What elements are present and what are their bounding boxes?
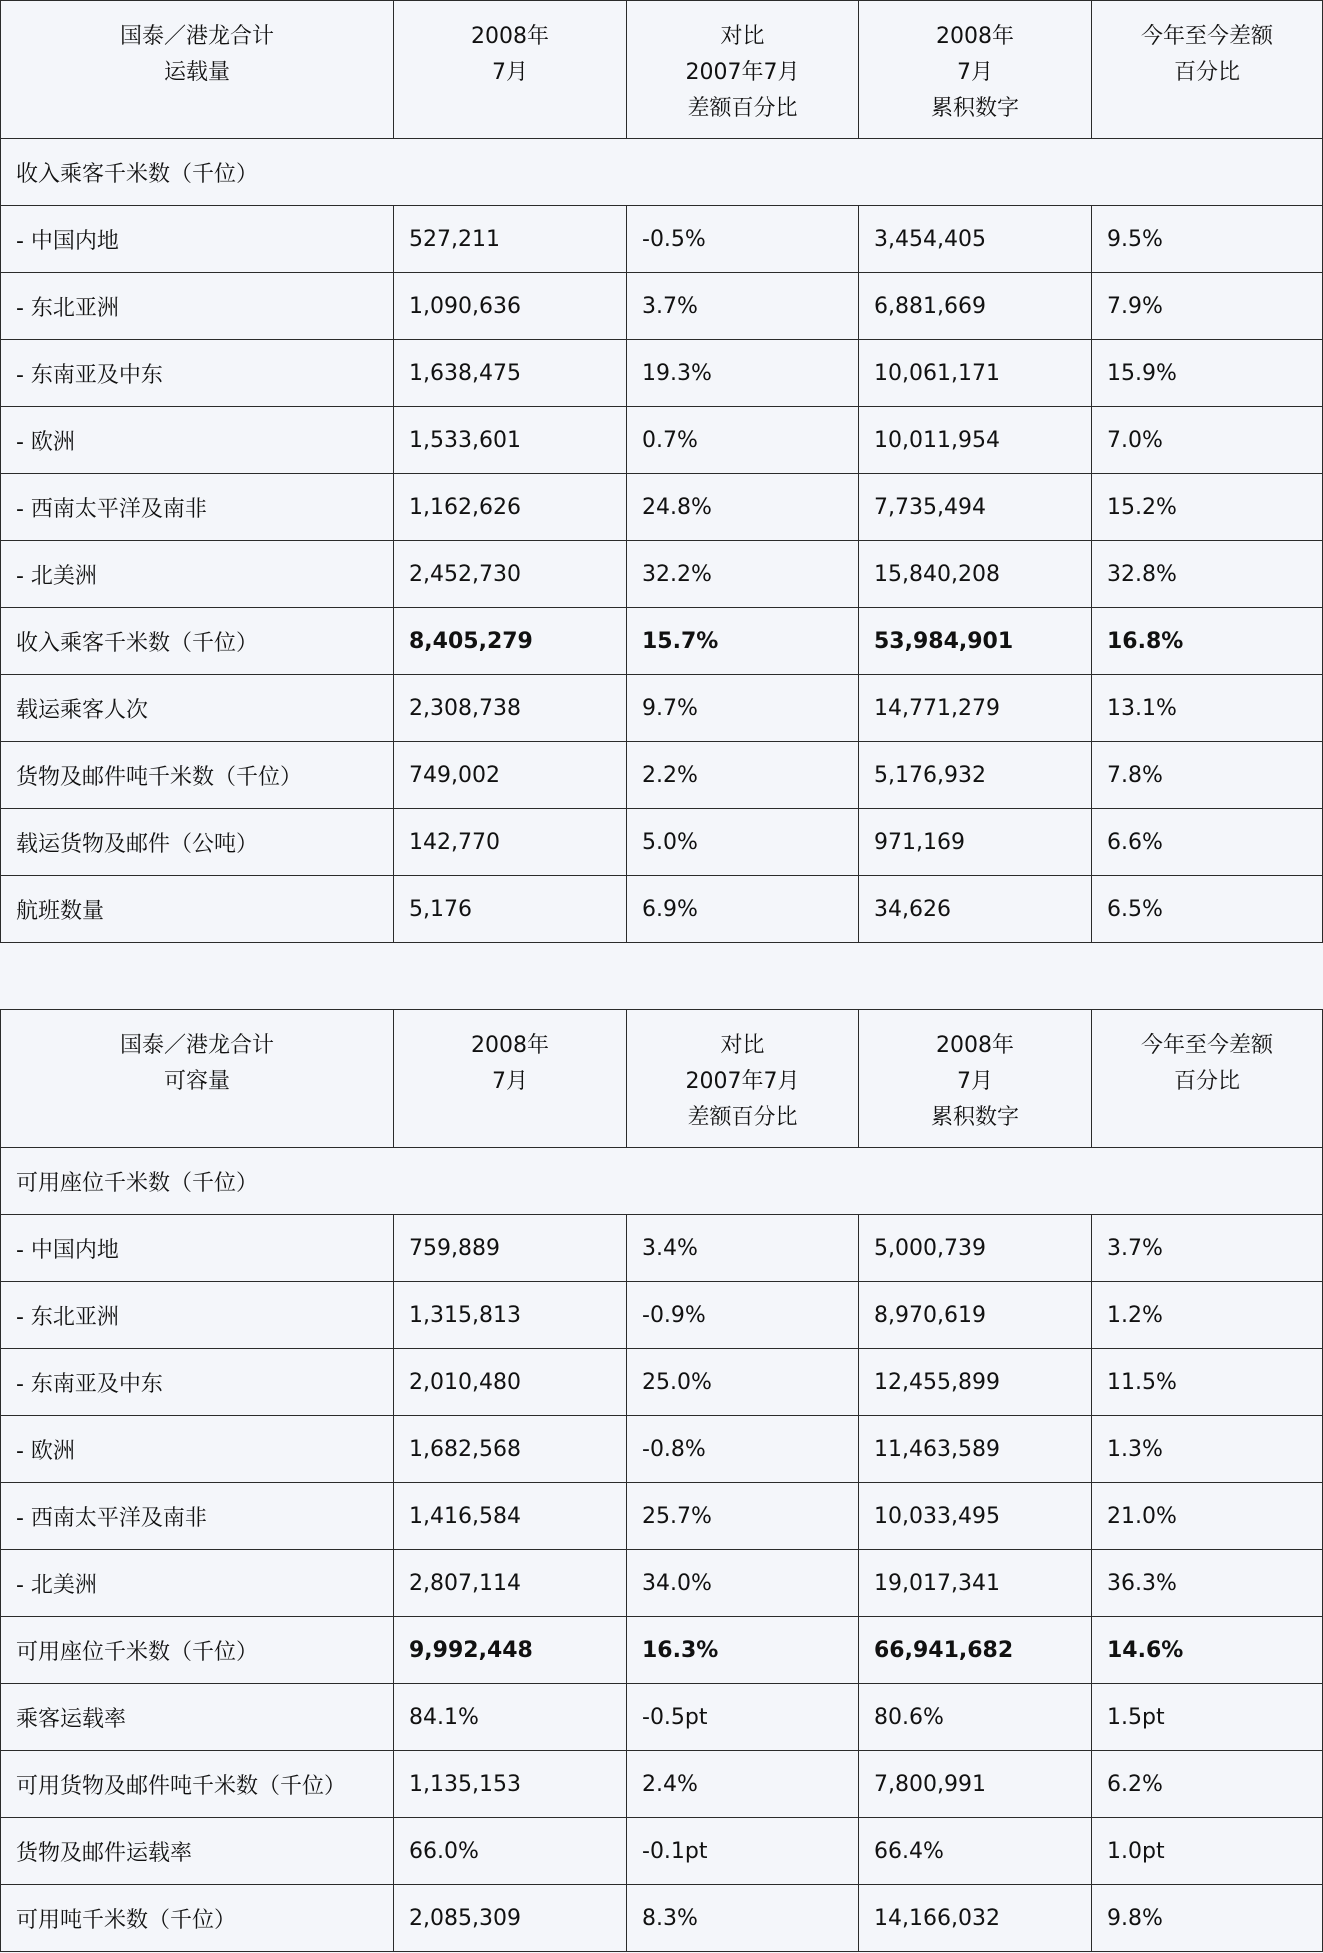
header-cell [627, 1, 859, 139]
value-cell: 1,533,601 [394, 407, 627, 474]
value-cell: 1.5pt [1092, 1684, 1323, 1751]
row-label: 货物及邮件吨千米数（千位） [1, 742, 394, 809]
header-row [1, 1, 1323, 139]
header-cell [1092, 1, 1323, 139]
value-cell: 10,011,954 [859, 407, 1092, 474]
value-cell: 3.7% [627, 273, 859, 340]
header-cell [1, 1010, 394, 1148]
value-cell: 84.1% [394, 1684, 627, 1751]
header-line: 2008年 [936, 1033, 1014, 1058]
value-cell: 1,162,626 [394, 474, 627, 541]
value-cell: 25.0% [627, 1349, 859, 1416]
value-cell: 66.0% [394, 1818, 627, 1885]
value-cell: 66.4% [859, 1818, 1092, 1885]
section-row [1, 139, 1323, 206]
value-cell: 6.2% [1092, 1751, 1323, 1818]
table-row [1, 206, 1323, 273]
header-line: 可容量 [163, 1069, 230, 1094]
value-cell: 7,735,494 [859, 474, 1092, 541]
header-line: 7月 [492, 60, 528, 85]
value-cell: -0.8% [627, 1416, 859, 1483]
header-line: 运载量 [163, 60, 230, 85]
table-row [1, 1550, 1323, 1617]
table-row [1, 407, 1323, 474]
value-cell: 15.7% [627, 608, 859, 675]
value-cell: 19,017,341 [859, 1550, 1092, 1617]
value-cell: -0.9% [627, 1282, 859, 1349]
value-cell: 9.8% [1092, 1885, 1323, 1952]
value-cell: 2.4% [627, 1751, 859, 1818]
value-cell: 1,090,636 [394, 273, 627, 340]
value-cell: 1,416,584 [394, 1483, 627, 1550]
value-cell: 14,771,279 [859, 675, 1092, 742]
value-cell: 11.5% [1092, 1349, 1323, 1416]
header-line: 对比 [720, 24, 765, 49]
header-cell [859, 1010, 1092, 1148]
row-label: 航班数量 [1, 876, 394, 943]
value-cell: 5,176 [394, 876, 627, 943]
value-cell: 2.2% [627, 742, 859, 809]
header-line: 2007年7月 [685, 60, 800, 85]
section-title: 可用座位千米数（千位） [1, 1148, 1323, 1215]
row-label: - 西南太平洋及南非 [1, 474, 394, 541]
value-cell: 2,010,480 [394, 1349, 627, 1416]
header-line: 7月 [957, 60, 993, 85]
row-label: - 中国内地 [1, 1215, 394, 1282]
value-cell: 3.7% [1092, 1215, 1323, 1282]
value-cell: 3.4% [627, 1215, 859, 1282]
value-cell: 1.3% [1092, 1416, 1323, 1483]
table-row [1, 1885, 1323, 1952]
value-cell: 14,166,032 [859, 1885, 1092, 1952]
value-cell: 16.8% [1092, 608, 1323, 675]
table-row [1, 474, 1323, 541]
value-cell: 1.0pt [1092, 1818, 1323, 1885]
header-line: 国泰／港龙合计 [119, 24, 274, 49]
value-cell: 2,452,730 [394, 541, 627, 608]
row-label: - 东北亚洲 [1, 1282, 394, 1349]
value-cell: 32.8% [1092, 541, 1323, 608]
value-cell: 0.7% [627, 407, 859, 474]
row-label: 载运货物及邮件（公吨） [1, 809, 394, 876]
table-row [1, 809, 1323, 876]
header-line: 今年至今差额 [1140, 24, 1273, 49]
value-cell: 34.0% [627, 1550, 859, 1617]
value-cell: 2,807,114 [394, 1550, 627, 1617]
value-cell: 527,211 [394, 206, 627, 273]
header-cell [394, 1, 627, 139]
header-line: 对比 [720, 1033, 765, 1058]
value-cell: 2,308,738 [394, 675, 627, 742]
value-cell: 759,889 [394, 1215, 627, 1282]
value-cell: 3,454,405 [859, 206, 1092, 273]
value-cell: 53,984,901 [859, 608, 1092, 675]
row-label: 乘客运载率 [1, 1684, 394, 1751]
value-cell: 1,682,568 [394, 1416, 627, 1483]
header-line: 今年至今差额 [1140, 1033, 1273, 1058]
value-cell: 5.0% [627, 809, 859, 876]
table-row [1, 876, 1323, 943]
total-row [1, 608, 1323, 675]
value-cell: 21.0% [1092, 1483, 1323, 1550]
value-cell: 19.3% [627, 340, 859, 407]
header-cell [1, 1, 394, 139]
header-line: 差额百分比 [687, 96, 798, 121]
value-cell: 10,061,171 [859, 340, 1092, 407]
header-line: 2008年 [471, 1033, 549, 1058]
table-row [1, 1483, 1323, 1550]
table-row [1, 1282, 1323, 1349]
value-cell: 11,463,589 [859, 1416, 1092, 1483]
value-cell: -0.1pt [627, 1818, 859, 1885]
table-row [1, 1684, 1323, 1751]
header-cell [1092, 1010, 1323, 1148]
row-label: - 北美洲 [1, 1550, 394, 1617]
value-cell: -0.5% [627, 206, 859, 273]
value-cell: 10,033,495 [859, 1483, 1092, 1550]
value-cell: -0.5pt [627, 1684, 859, 1751]
value-cell: 6.9% [627, 876, 859, 943]
header-cell [394, 1010, 627, 1148]
value-cell: 8.3% [627, 1885, 859, 1952]
value-cell: 24.8% [627, 474, 859, 541]
value-cell: 6,881,669 [859, 273, 1092, 340]
total-row [1, 1617, 1323, 1684]
value-cell: 80.6% [859, 1684, 1092, 1751]
value-cell: 16.3% [627, 1617, 859, 1684]
table-row [1, 541, 1323, 608]
table-row [1, 273, 1323, 340]
traffic-table [0, 0, 1323, 943]
value-cell: 7.0% [1092, 407, 1323, 474]
value-cell: 1,315,813 [394, 1282, 627, 1349]
header-row [1, 1010, 1323, 1148]
row-label: - 欧洲 [1, 1416, 394, 1483]
value-cell: 13.1% [1092, 675, 1323, 742]
value-cell: 66,941,682 [859, 1617, 1092, 1684]
row-label: 可用吨千米数（千位） [1, 1885, 394, 1952]
header-line: 差额百分比 [687, 1105, 798, 1130]
value-cell: 749,002 [394, 742, 627, 809]
value-cell: 36.3% [1092, 1550, 1323, 1617]
value-cell: 142,770 [394, 809, 627, 876]
header-line: 累积数字 [930, 1105, 1019, 1130]
value-cell: 5,176,932 [859, 742, 1092, 809]
value-cell: 7.9% [1092, 273, 1323, 340]
header-line: 国泰／港龙合计 [119, 1033, 274, 1058]
value-cell: 2,085,309 [394, 1885, 627, 1952]
value-cell: 8,970,619 [859, 1282, 1092, 1349]
header-line: 2007年7月 [685, 1069, 800, 1094]
value-cell: 1,638,475 [394, 340, 627, 407]
value-cell: 1,135,153 [394, 1751, 627, 1818]
value-cell: 25.7% [627, 1483, 859, 1550]
section-row [1, 1148, 1323, 1215]
table-row [1, 742, 1323, 809]
table-row [1, 1751, 1323, 1818]
value-cell: 15.9% [1092, 340, 1323, 407]
value-cell: 6.6% [1092, 809, 1323, 876]
header-line: 累积数字 [930, 96, 1019, 121]
value-cell: 1.2% [1092, 1282, 1323, 1349]
value-cell: 8,405,279 [394, 608, 627, 675]
row-label: 收入乘客千米数（千位） [1, 608, 394, 675]
value-cell: 971,169 [859, 809, 1092, 876]
row-label: - 欧洲 [1, 407, 394, 474]
table-row [1, 675, 1323, 742]
row-label: 货物及邮件运载率 [1, 1818, 394, 1885]
table-row [1, 1818, 1323, 1885]
row-label: 载运乘客人次 [1, 675, 394, 742]
header-line: 7月 [957, 1069, 993, 1094]
row-label: - 东南亚及中东 [1, 340, 394, 407]
row-label: - 西南太平洋及南非 [1, 1483, 394, 1550]
row-label: - 东北亚洲 [1, 273, 394, 340]
header-line: 百分比 [1173, 60, 1240, 85]
value-cell: 34,626 [859, 876, 1092, 943]
value-cell: 9.5% [1092, 206, 1323, 273]
value-cell: 15,840,208 [859, 541, 1092, 608]
table-row [1, 1349, 1323, 1416]
row-label: 可用货物及邮件吨千米数（千位） [1, 1751, 394, 1818]
header-line: 2008年 [936, 24, 1014, 49]
header-line: 7月 [492, 1069, 528, 1094]
header-cell [859, 1, 1092, 139]
value-cell: 9,992,448 [394, 1617, 627, 1684]
row-label: - 北美洲 [1, 541, 394, 608]
capacity-table [0, 1009, 1323, 1952]
header-line: 百分比 [1173, 1069, 1240, 1094]
section-title: 收入乘客千米数（千位） [1, 139, 1323, 206]
table-row [1, 1416, 1323, 1483]
table-row [1, 340, 1323, 407]
value-cell: 32.2% [627, 541, 859, 608]
value-cell: 14.6% [1092, 1617, 1323, 1684]
table-row [1, 1215, 1323, 1282]
header-cell [627, 1010, 859, 1148]
value-cell: 15.2% [1092, 474, 1323, 541]
row-label: - 中国内地 [1, 206, 394, 273]
value-cell: 5,000,739 [859, 1215, 1092, 1282]
row-label: - 东南亚及中东 [1, 1349, 394, 1416]
header-line: 2008年 [471, 24, 549, 49]
value-cell: 9.7% [627, 675, 859, 742]
value-cell: 6.5% [1092, 876, 1323, 943]
value-cell: 12,455,899 [859, 1349, 1092, 1416]
value-cell: 7.8% [1092, 742, 1323, 809]
value-cell: 7,800,991 [859, 1751, 1092, 1818]
row-label: 可用座位千米数（千位） [1, 1617, 394, 1684]
